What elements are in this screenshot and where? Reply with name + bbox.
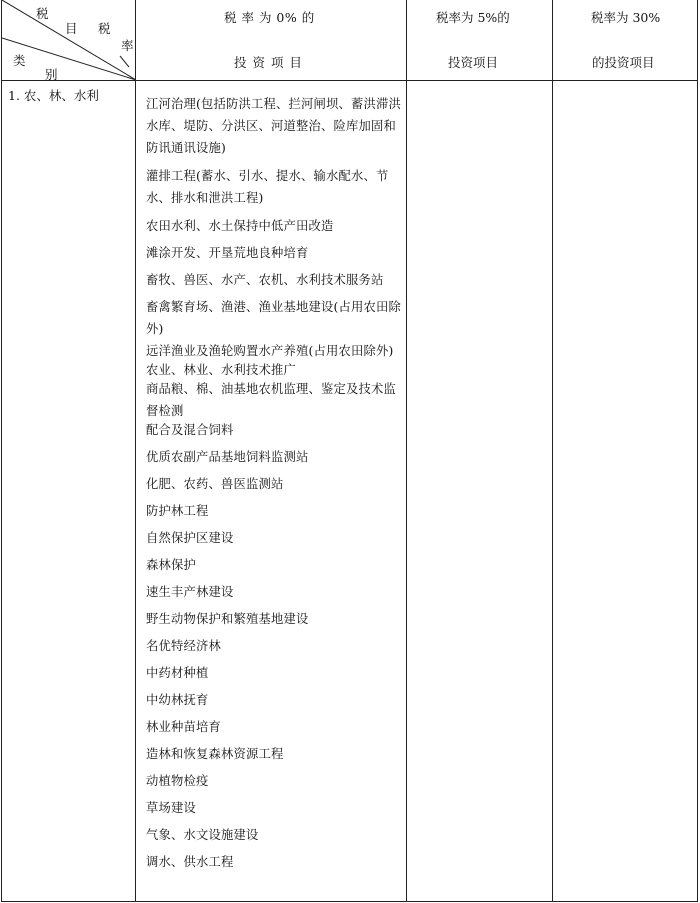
header-rate-30-line2: 的投资项目 <box>592 55 655 70</box>
list-item: 动植物检疫 <box>146 774 209 788</box>
list-item: 调水、供水工程 <box>146 855 234 869</box>
header-rate-5-line2: 投资项目 <box>448 55 499 70</box>
list-item: 名优特经济林 <box>146 639 221 653</box>
list-item: 灌排工程(蓄水、引水、提水、输水配水、节水、排水和泄洪工程) <box>146 169 389 205</box>
list-item: 畜禽繁育场、渔港、渔业基地建设(占用农田除外) <box>146 300 401 336</box>
corner-label-mu: 目 <box>65 21 78 36</box>
list-item: 中药材种植 <box>146 666 209 680</box>
list-item: 商品粮、棉、油基地农机监理、鉴定及技术监督检测 <box>146 382 396 418</box>
list-item: 速生丰产林建设 <box>146 585 234 599</box>
list-item: 中幼林抚育 <box>146 693 209 707</box>
list-item: 林业种苗培育 <box>146 720 221 734</box>
category-label: 1. 农、林、水利 <box>8 88 99 103</box>
list-item: 森林保护 <box>146 558 196 572</box>
list-item: 江河治理(包括防洪工程、拦河闸坝、蓄洪滞洪水库、堤防、分洪区、河道整治、险库加固和防讯通讯设施) <box>146 97 401 155</box>
investment-items-list <box>146 93 404 873</box>
corner-label-shui: 税 <box>36 6 49 21</box>
list-item: 农业、林业、水利技术推广 <box>146 363 296 377</box>
list-item: 畜牧、兽医、水产、农机、水利技术服务站 <box>146 273 384 287</box>
list-item: 造林和恢复森林资源工程 <box>146 747 284 761</box>
tax-table <box>1 0 698 902</box>
column-divider <box>135 0 136 901</box>
list-item: 野生动物保护和繁殖基地建设 <box>146 612 309 626</box>
list-item: 化肥、农药、兽医监测站 <box>146 477 284 491</box>
corner-label-lei: 类 <box>13 53 26 68</box>
header-rate-30-line1: 税率为 30% <box>591 10 661 25</box>
header-rate-0-line2: 投 资 项 目 <box>234 55 303 70</box>
corner-label-lv: 率 <box>121 38 134 53</box>
column-divider <box>406 0 407 901</box>
list-item: 滩涂开发、开垦荒地良种培育 <box>146 246 309 260</box>
header-rate-5-line1: 税率为 5%的 <box>436 10 510 25</box>
list-item: 自然保护区建设 <box>146 531 234 545</box>
list-item: 防护林工程 <box>146 504 209 518</box>
header-rule <box>2 80 697 81</box>
list-item: 远洋渔业及渔轮购置水产养殖(占用农田除外) <box>146 344 394 358</box>
header-rate-0-line1: 税 率 为 0% 的 <box>224 10 315 25</box>
corner-label-bie: 别 <box>45 67 58 82</box>
list-item: 配合及混合饲料 <box>146 423 234 437</box>
list-item: 草场建设 <box>146 801 196 815</box>
corner-label-shui-2: 税 <box>98 21 111 36</box>
list-item: 优质农副产品基地饲料监测站 <box>146 450 309 464</box>
list-item: 农田水利、水土保持中低产田改造 <box>146 219 334 233</box>
list-item: 气象、水文设施建设 <box>146 828 259 842</box>
column-divider <box>552 0 553 901</box>
